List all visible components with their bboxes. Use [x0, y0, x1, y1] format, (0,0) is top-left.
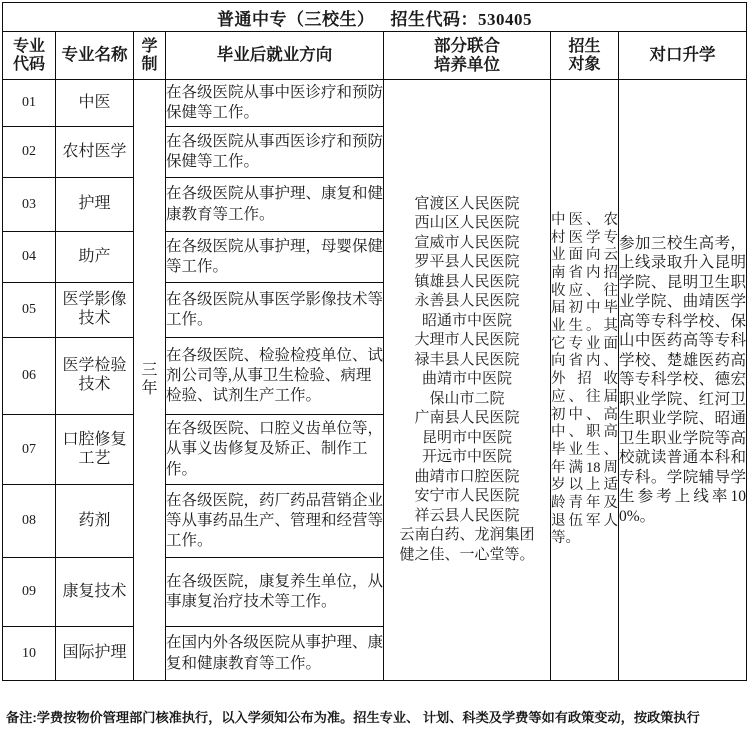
header-school-system [134, 32, 166, 80]
employment-direction: 在各级医院从事护理，母婴保健等工作。 [166, 232, 384, 283]
employment-direction: 在各级医院从事西医诊疗和预防保健等工作。 [166, 127, 384, 178]
partner-unit-item: 云南白药、龙润集团 [399, 527, 535, 544]
major-code: 04 [3, 232, 56, 283]
page-title [3, 3, 747, 32]
partner-unit-item: 永善县人民医院 [414, 293, 520, 310]
header-school-system-line2: 制 [141, 55, 158, 73]
major-name: 农村医学 [56, 127, 134, 178]
partner-unit-item: 大理市人民医院 [414, 332, 520, 349]
upgrade-path-text: 参加三校生高考，上线录取升入昆明学院、昆明卫生职业学院、曲靖医学高等专科学校、保山中医药高等专科学校、楚雄医药高等专科学校、德宏职业学院、红河卫生职业学院、昭通卫生职业学院等高校就读普通本科和专科。学院辅导学生参考上线率100%。 [619, 80, 747, 681]
table-header-row [3, 32, 747, 80]
partner-units-list [384, 80, 551, 681]
partner-unit-item: 广南县人民医院 [414, 410, 520, 427]
admission-code-text: 招生代码：530405 [390, 9, 532, 29]
major-code: 03 [3, 178, 56, 232]
major-code: 05 [3, 283, 56, 338]
major-code: 10 [3, 627, 56, 681]
major-name: 康复技术 [56, 558, 134, 627]
employment-direction: 在各级医院，药厂药品营销企业等从事药品生产、管理和经营等工作。 [166, 485, 384, 558]
header-major-code-line1: 专业 [12, 37, 45, 55]
major-code: 07 [3, 415, 56, 485]
header-upgrade-path: 对口升学 [619, 32, 747, 80]
partner-unit-item: 罗平县人民医院 [414, 254, 520, 271]
partner-unit-item: 安宁市人民医院 [414, 488, 520, 505]
header-major-code-line2: 代码 [12, 55, 45, 73]
school-system-char2: 年 [141, 380, 158, 397]
header-school-system-line1: 学 [141, 37, 158, 55]
partner-unit-item: 宣威市人民医院 [414, 234, 520, 251]
admissions-sheet [0, 2, 748, 736]
major-code: 06 [3, 338, 56, 415]
header-admission-target-line2: 对象 [568, 55, 601, 73]
header-major-name: 专业名称 [56, 32, 134, 80]
employment-direction: 在各级医院，康复养生单位，从事康复治疗技术等工作。 [166, 558, 384, 627]
employment-direction: 在国内外各级医院从事护理、康复和健康教育等工作。 [166, 627, 384, 681]
major-name: 医学影像技术 [56, 283, 134, 338]
header-employment-direction: 毕业后就业方向 [166, 32, 384, 80]
major-code: 08 [3, 485, 56, 558]
major-name: 口腔修复工艺 [56, 415, 134, 485]
header-partner-units-line1: 部分联合 [434, 36, 500, 56]
major-name: 医学检验技术 [56, 338, 134, 415]
major-name: 国际护理 [56, 627, 134, 681]
employment-direction: 在各级医院、检验检疫单位、试剂公司等,从事卫生检验、病理检验、试剂生产工作。 [166, 338, 384, 415]
table-row [3, 80, 747, 127]
footnote-remark: 备注:学费按物价管理部门核准执行，以入学须知公布为准。招生专业、 计划、科类及学费等如有政策变动，按政策执行 [6, 710, 700, 726]
school-system-char1: 三 [141, 362, 158, 380]
title-main-text: 普通中专（三校生） [217, 9, 375, 29]
partner-unit-item: 开远市中医院 [421, 449, 512, 466]
employment-direction: 在各级医院从事医学影像技术等工作。 [166, 283, 384, 338]
major-name: 药剂 [56, 485, 134, 558]
major-name: 中医 [56, 80, 134, 127]
partner-unit-item: 健之佳、一心堂等。 [399, 546, 535, 563]
header-admission-target [551, 32, 619, 80]
major-code: 09 [3, 558, 56, 627]
major-code: 02 [3, 127, 56, 178]
title-row [3, 3, 747, 32]
partner-unit-item: 祥云县人民医院 [414, 507, 520, 524]
header-major-code [3, 32, 56, 80]
admission-target-text: 中医、农村医学专业面向云南省内招收应、往届初中毕业生。其它专业面向省内、外招收应、往届初中、高中、职高毕业生、年满18周岁以上适龄青年及退伍军人等。 [551, 80, 619, 681]
partner-unit-item: 昭通市中医院 [421, 312, 512, 329]
partner-unit-item: 保山市二院 [429, 390, 505, 407]
partner-unit-item: 官渡区人民医院 [414, 195, 520, 212]
major-code: 01 [3, 80, 56, 127]
partner-unit-item: 曲靖市中医院 [421, 371, 512, 388]
employment-direction: 在各级医院、口腔义齿单位等，从事义齿修复及矫正、制作工作。 [166, 415, 384, 485]
employment-direction: 在各级医院从事中医诊疗和预防保健等工作。 [166, 80, 384, 127]
employment-direction: 在各级医院从事护理、康复和健康教育等工作。 [166, 178, 384, 232]
partner-unit-item: 镇雄县人民医院 [414, 273, 520, 290]
partner-unit-item: 曲靖市口腔医院 [414, 468, 520, 485]
admissions-table [2, 2, 747, 681]
header-partner-units-line2: 培养单位 [434, 54, 500, 74]
major-name: 护理 [56, 178, 134, 232]
partner-unit-item: 西山区人民医院 [414, 215, 520, 232]
partner-unit-item: 禄丰县人民医院 [414, 351, 520, 368]
header-admission-target-line1: 招生 [568, 37, 601, 55]
major-name: 助产 [56, 232, 134, 283]
partner-unit-item: 昆明市中医院 [421, 429, 512, 446]
school-system-value [134, 80, 166, 681]
header-partner-units [384, 32, 551, 80]
